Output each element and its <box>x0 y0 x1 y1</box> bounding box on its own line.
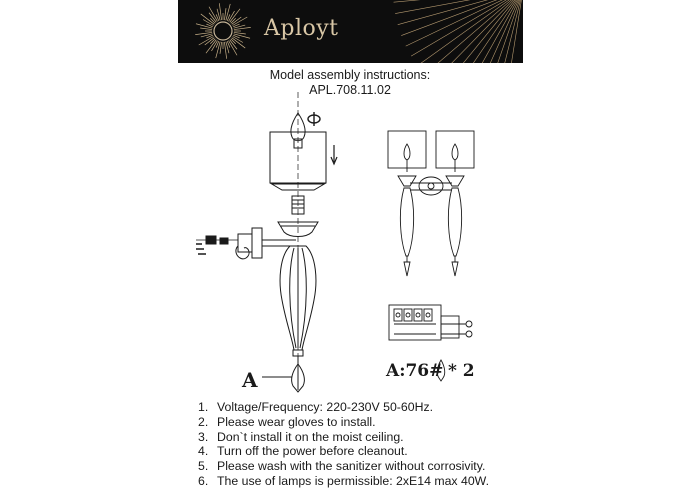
note-item <box>198 415 489 430</box>
wall-arm <box>196 228 296 259</box>
note-item <box>198 474 489 489</box>
brand-name: Aployt <box>264 16 339 41</box>
part-label-a: A <box>242 368 258 392</box>
parts-spec <box>386 361 475 381</box>
note-item <box>198 430 489 445</box>
glass-body <box>280 246 316 356</box>
note-item <box>198 459 489 474</box>
parts-spec-code: A:76# <box>386 361 444 381</box>
rotate-arrow-icon <box>308 112 320 126</box>
note-text: Don`t install it on the moist ceiling. <box>217 429 404 444</box>
note-text: Please wear gloves to install. <box>217 414 376 429</box>
note-text: Please wash with the sanitizer without corrosivity. <box>217 459 486 474</box>
note-number: 5. <box>198 459 209 474</box>
down-arrow-icon <box>331 145 337 164</box>
note-number: 1. <box>198 400 209 414</box>
model-code: APL.708.11.02 <box>309 83 391 97</box>
note-number: 2. <box>198 414 209 429</box>
note-item <box>198 400 489 415</box>
note-number: 4. <box>198 444 209 459</box>
document-title: Model assembly instructions: <box>269 68 431 82</box>
parts-spec-qty: * 2 <box>448 361 475 381</box>
note-text: Turn off the power before cleanout. <box>217 444 408 459</box>
front-view <box>388 131 474 276</box>
note-number: 6. <box>198 473 209 488</box>
note-text: Voltage/Frequency: 220-230V 50-60Hz. <box>217 400 434 414</box>
instruction-notes <box>198 400 489 489</box>
terminal-block <box>389 305 472 340</box>
note-item <box>198 444 489 459</box>
crystal-drop-icon <box>292 356 305 392</box>
note-number: 3. <box>198 429 209 444</box>
note-text: The use of lamps is permissible: 2xE14 max 40W. <box>217 473 490 488</box>
